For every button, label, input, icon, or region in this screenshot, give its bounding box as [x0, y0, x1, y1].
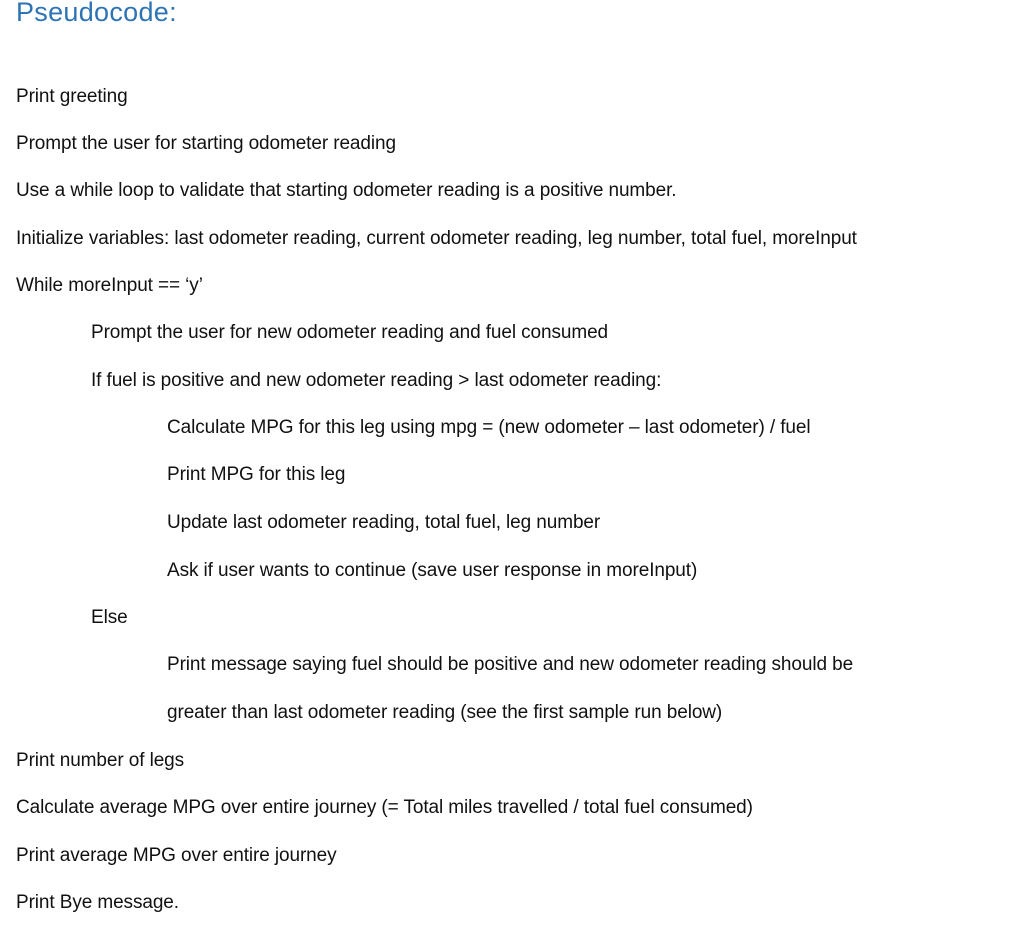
pseudocode-line: If fuel is positive and new odometer reading > last odometer reading:	[91, 370, 662, 391]
pseudocode-line: Update last odometer reading, total fuel, leg number	[167, 512, 601, 533]
pseudocode-line: Calculate average MPG over entire journey (= Total miles travelled / total fuel consumed)	[16, 797, 753, 818]
pseudocode-line: Initialize variables: last odometer reading, current odometer reading, leg number, total fuel, moreInput	[16, 228, 857, 249]
pseudocode-line: greater than last odometer reading (see the first sample run below)	[167, 702, 723, 723]
pseudocode-line: Calculate MPG for this leg using mpg = (new odometer – last odometer) / fuel	[167, 417, 811, 438]
pseudocode-line: Print Bye message.	[16, 892, 179, 913]
pseudocode-line: Else	[91, 607, 128, 628]
pseudocode-line: Print average MPG over entire journey	[16, 845, 337, 866]
pseudocode-line: Print MPG for this leg	[167, 464, 346, 485]
pseudocode-line: Ask if user wants to continue (save user response in moreInput)	[167, 560, 698, 581]
pseudocode-line: Print greeting	[16, 86, 128, 107]
page-title: Pseudocode:	[16, 0, 177, 27]
pseudocode-line: Prompt the user for starting odometer reading	[16, 133, 396, 154]
pseudocode-line: Prompt the user for new odometer reading and fuel consumed	[91, 322, 608, 343]
pseudocode-line: Use a while loop to validate that starting odometer reading is a positive number.	[16, 180, 677, 201]
pseudocode-line: While moreInput == ‘y’	[16, 275, 203, 296]
pseudocode-line: Print number of legs	[16, 750, 185, 771]
pseudocode-line: Print message saying fuel should be positive and new odometer reading should be	[167, 654, 854, 675]
